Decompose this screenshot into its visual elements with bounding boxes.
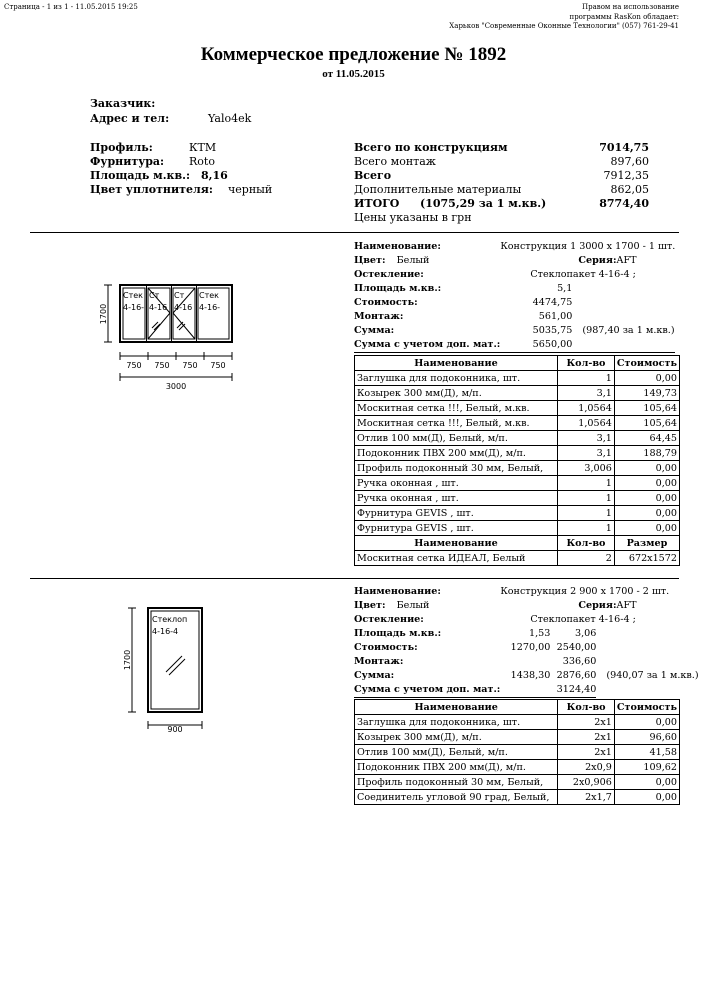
- address-value: Yalo4ek: [208, 112, 252, 125]
- c2-pane-text2: 4-16-4: [152, 627, 179, 636]
- item-name: Козырек 300 мм(Д), м/п.: [355, 730, 558, 745]
- c1-cost-label: Стоимость:: [354, 297, 418, 308]
- sub-header-row: [355, 536, 680, 551]
- page-info: Страница - 1 из 1 - 11.05.2015 19:25: [4, 3, 138, 11]
- c1-sum-extra-label: Сумма с учетом доп. мат.:: [354, 338, 500, 353]
- currency-note: Цены указаны в грн: [354, 211, 472, 224]
- c1-height-label: 1700: [99, 303, 108, 325]
- c1-sum-per-m: (987,40 за 1 м.кв.): [582, 325, 675, 336]
- table-row: [355, 521, 680, 536]
- item-qty: 2x0,906: [558, 775, 615, 790]
- c1-mount-label: Монтаж:: [354, 311, 404, 322]
- c1-width-total: 3000: [165, 382, 187, 391]
- client-label: Заказчик:: [90, 97, 156, 110]
- table-row: [355, 476, 680, 491]
- c1-glazing-label: Остекление:: [354, 269, 424, 280]
- item-name: Профиль подоконный 30 мм, Белый,: [355, 461, 558, 476]
- item-qty: 3,006: [557, 461, 614, 476]
- item-name: Заглушка для подоконника, шт.: [355, 371, 558, 386]
- table-row: [355, 506, 680, 521]
- c2-sum-extra-value: 3124,40: [500, 683, 596, 698]
- c2-pane-text: Стеклоп: [152, 615, 188, 624]
- c2-width-total: 900: [167, 725, 183, 734]
- table-row: [355, 416, 680, 431]
- item-qty: 1: [557, 521, 614, 536]
- c2-mount-total: 336,60: [562, 656, 597, 667]
- item-name: Ручка оконная , шт.: [355, 476, 558, 491]
- mount-total-value: 897,60: [610, 155, 649, 168]
- item-name: Подоконник ПВХ 200 мм(Д), м/п.: [355, 446, 558, 461]
- c2-mount-label: Монтаж:: [354, 656, 404, 667]
- item-qty: 3,1: [557, 386, 614, 401]
- item-qty: 2x1: [558, 745, 615, 760]
- table-row: [355, 551, 680, 566]
- c1-sum-extra-value: 5650,00: [500, 338, 572, 353]
- area-label: Площадь м.кв.:: [90, 169, 190, 182]
- item-name: Подоконник ПВХ 200 мм(Д), м/п.: [355, 760, 558, 775]
- c2-area-label: Площадь м.кв.:: [354, 628, 442, 639]
- c2-series-value: AFT: [616, 600, 637, 611]
- construction-2-table: [354, 699, 680, 805]
- sub-header-cell: Размер: [614, 536, 679, 551]
- construction-2-info: [354, 585, 699, 698]
- table-row: [355, 461, 680, 476]
- extra-materials-value: 862,05: [610, 183, 649, 196]
- item-name: Ручка оконная , шт.: [355, 491, 558, 506]
- address-label: Адрес и тел:: [90, 112, 170, 125]
- item-name: Профиль подоконный 30 мм, Белый,: [355, 775, 558, 790]
- table-row: [355, 446, 680, 461]
- c2-col-name: Наименование: [355, 700, 558, 715]
- c1-cost-value: 4474,75: [532, 297, 573, 308]
- item-qty: 2x0,9: [558, 760, 615, 775]
- profile-label: Профиль:: [90, 141, 153, 154]
- table-row: [355, 760, 680, 775]
- c2-name-value: Конструкция 2 900 x 1700 - 2 шт.: [500, 586, 670, 597]
- c2-sum-label: Сумма:: [354, 670, 395, 681]
- constructions-total-value: 7014,75: [599, 141, 649, 154]
- c2-cost-label: Стоимость:: [354, 642, 418, 653]
- constructions-total-label: Всего по конструкциям: [354, 141, 508, 154]
- construction-1-table: [354, 355, 680, 566]
- c1-pane4-text2: 4-16-: [199, 303, 221, 312]
- c1-sum-label: Сумма:: [354, 325, 395, 336]
- divider-1: [30, 232, 679, 233]
- c1-pane2-text2: 4-16: [149, 303, 168, 312]
- construction-1-info: [354, 240, 675, 353]
- c2-height-label: 1700: [123, 649, 132, 671]
- rights-line-2: программы RasKon обладает:: [569, 13, 679, 21]
- c1-sum-value: 5035,75: [532, 325, 573, 336]
- c1-glazing-value: Стеклопакет 4-16-4 ;: [530, 269, 636, 280]
- c2-sum-per-m: (940,07 за 1 м.кв.): [606, 670, 699, 681]
- c2-glazing-label: Остекление:: [354, 614, 424, 625]
- item-cost: 105,64: [614, 416, 679, 431]
- table-row: [355, 371, 680, 386]
- c1-area-value: 5,1: [557, 283, 573, 294]
- c1-segment-2: 750: [154, 361, 170, 370]
- table-row: [355, 715, 680, 730]
- item-cost: 0,00: [614, 775, 679, 790]
- table-row: [355, 790, 680, 805]
- item-cost: 0,00: [614, 461, 679, 476]
- item-name: Фурнитура GEVIS , шт.: [355, 521, 558, 536]
- c1-name-value: Конструкция 1 3000 x 1700 - 1 шт.: [500, 241, 676, 252]
- grand-total-value: 8774,40: [599, 197, 649, 210]
- total-value: 7912,35: [603, 169, 649, 182]
- total-label: Всего: [354, 169, 392, 182]
- item-qty: 1: [557, 371, 614, 386]
- seal-label: Цвет уплотнителя:: [90, 183, 213, 196]
- item-name: Соединитель угловой 90 град, Белый,: [355, 790, 558, 805]
- c1-series-label: Серия:: [578, 255, 617, 266]
- c2-series-label: Серия:: [578, 600, 617, 611]
- item-cost: 0,00: [614, 371, 679, 386]
- item-qty: 2x1,7: [558, 790, 615, 805]
- mount-total-label: Всего монтаж: [354, 155, 436, 168]
- item-name: Москитная сетка ИДЕАЛ, Белый: [355, 551, 558, 566]
- item-cost: 109,62: [614, 760, 679, 775]
- area-value: 8,16: [201, 169, 228, 182]
- item-name: Отлив 100 мм(Д), Белый, м/п.: [355, 431, 558, 446]
- c2-glazing-value: Стеклопакет 4-16-4 ;: [530, 614, 636, 625]
- c1-color-label: Цвет:: [354, 255, 386, 266]
- c2-name-label: Наименование:: [354, 586, 441, 597]
- c2-cost-total: 2540,00: [556, 642, 597, 653]
- item-cost: 149,73: [614, 386, 679, 401]
- divider-2: [30, 578, 679, 579]
- c2-sum-total: 2876,60: [556, 670, 597, 681]
- c1-segment-3: 750: [182, 361, 198, 370]
- item-cost: 0,00: [614, 506, 679, 521]
- c2-col-qty: Кол-во: [558, 700, 615, 715]
- item-qty: 1,0564: [557, 401, 614, 416]
- c1-pane3-text2: 4-16: [174, 303, 193, 312]
- item-name: Москитная сетка !!!, Белый, м.кв.: [355, 416, 558, 431]
- c2-col-cost: Стоимость: [614, 700, 679, 715]
- c1-col-name: Наименование: [355, 356, 558, 371]
- c1-name-label: Наименование:: [354, 241, 441, 252]
- item-qty: 2: [557, 551, 614, 566]
- item-qty: 3,1: [557, 446, 614, 461]
- item-cost: 0,00: [614, 476, 679, 491]
- document-date: от 11.05.2015: [322, 68, 385, 80]
- table-row: [355, 491, 680, 506]
- item-cost: 0,00: [614, 491, 679, 506]
- item-qty: 1: [557, 506, 614, 521]
- item-qty: 3,1: [557, 431, 614, 446]
- item-size: 672x1572: [614, 551, 679, 566]
- c1-mount-value: 561,00: [538, 311, 573, 322]
- item-cost: 0,00: [614, 521, 679, 536]
- sub-header-cell: Наименование: [355, 536, 558, 551]
- table-row: [355, 431, 680, 446]
- c1-segment-4: 750: [210, 361, 226, 370]
- c1-col-cost: Стоимость: [614, 356, 679, 371]
- extra-materials-label: Дополнительные материалы: [354, 183, 522, 196]
- item-qty: 1,0564: [557, 416, 614, 431]
- item-name: Фурнитура GEVIS , шт.: [355, 506, 558, 521]
- item-cost: 0,00: [614, 715, 679, 730]
- rights-line-3: Харьков "Современные Оконные Технологии" (057) 761-29-41: [449, 22, 679, 30]
- item-cost: 188,79: [614, 446, 679, 461]
- item-cost: 0,00: [614, 790, 679, 805]
- construction-2-drawing: [120, 600, 210, 735]
- item-cost: 41,58: [614, 745, 679, 760]
- c2-sum-value: 1438,30: [510, 670, 551, 681]
- sub-header-cell: Кол-во: [557, 536, 614, 551]
- c1-col-qty: Кол-во: [557, 356, 614, 371]
- c2-cost-value: 1270,00: [510, 642, 551, 653]
- hardware-value: Roto: [189, 155, 215, 168]
- item-qty: 1: [557, 476, 614, 491]
- c1-pane1-text2: 4-16-: [123, 303, 145, 312]
- c1-pane3-text: Ст: [174, 291, 185, 300]
- c1-color-value: Белый: [396, 255, 430, 266]
- c2-sum-extra-label: Сумма с учетом доп. мат.:: [354, 683, 500, 698]
- table-row: [355, 775, 680, 790]
- c1-pane2-text: Ст: [149, 291, 160, 300]
- construction-1-drawing: [92, 270, 242, 395]
- grand-total-label: ИТОГО: [354, 197, 400, 210]
- c2-color-label: Цвет:: [354, 600, 386, 611]
- item-qty: 1: [557, 491, 614, 506]
- table-row: [355, 730, 680, 745]
- item-cost: 64,45: [614, 431, 679, 446]
- item-name: Заглушка для подоконника, шт.: [355, 715, 558, 730]
- c1-pane1-text: Стек: [123, 291, 143, 300]
- item-qty: 2x1: [558, 730, 615, 745]
- table-row: [355, 745, 680, 760]
- item-name: Отлив 100 мм(Д), Белый, м/п.: [355, 745, 558, 760]
- c2-color-value: Белый: [396, 600, 430, 611]
- item-name: Москитная сетка !!!, Белый, м.кв.: [355, 401, 558, 416]
- table-row: [355, 386, 680, 401]
- c1-series-value: AFT: [616, 255, 637, 266]
- c1-segment-1: 750: [126, 361, 142, 370]
- c1-pane4-text: Стек: [199, 291, 219, 300]
- table-row: [355, 401, 680, 416]
- rights-line-1: Правом на использование: [582, 3, 679, 11]
- grand-total-per-m: (1075,29 за 1 м.кв.): [420, 197, 547, 210]
- c2-area-value: 1,53: [528, 628, 551, 639]
- seal-value: черный: [228, 183, 273, 196]
- hardware-label: Фурнитура:: [90, 155, 165, 168]
- item-qty: 2x1: [558, 715, 615, 730]
- document-title: Коммерческое предложение № 1892: [200, 44, 507, 65]
- item-name: Козырек 300 мм(Д), м/п.: [355, 386, 558, 401]
- item-cost: 96,60: [614, 730, 679, 745]
- item-cost: 105,64: [614, 401, 679, 416]
- profile-value: КТМ: [189, 141, 217, 154]
- c2-area-total: 3,06: [574, 628, 597, 639]
- c1-area-label: Площадь м.кв.:: [354, 283, 442, 294]
